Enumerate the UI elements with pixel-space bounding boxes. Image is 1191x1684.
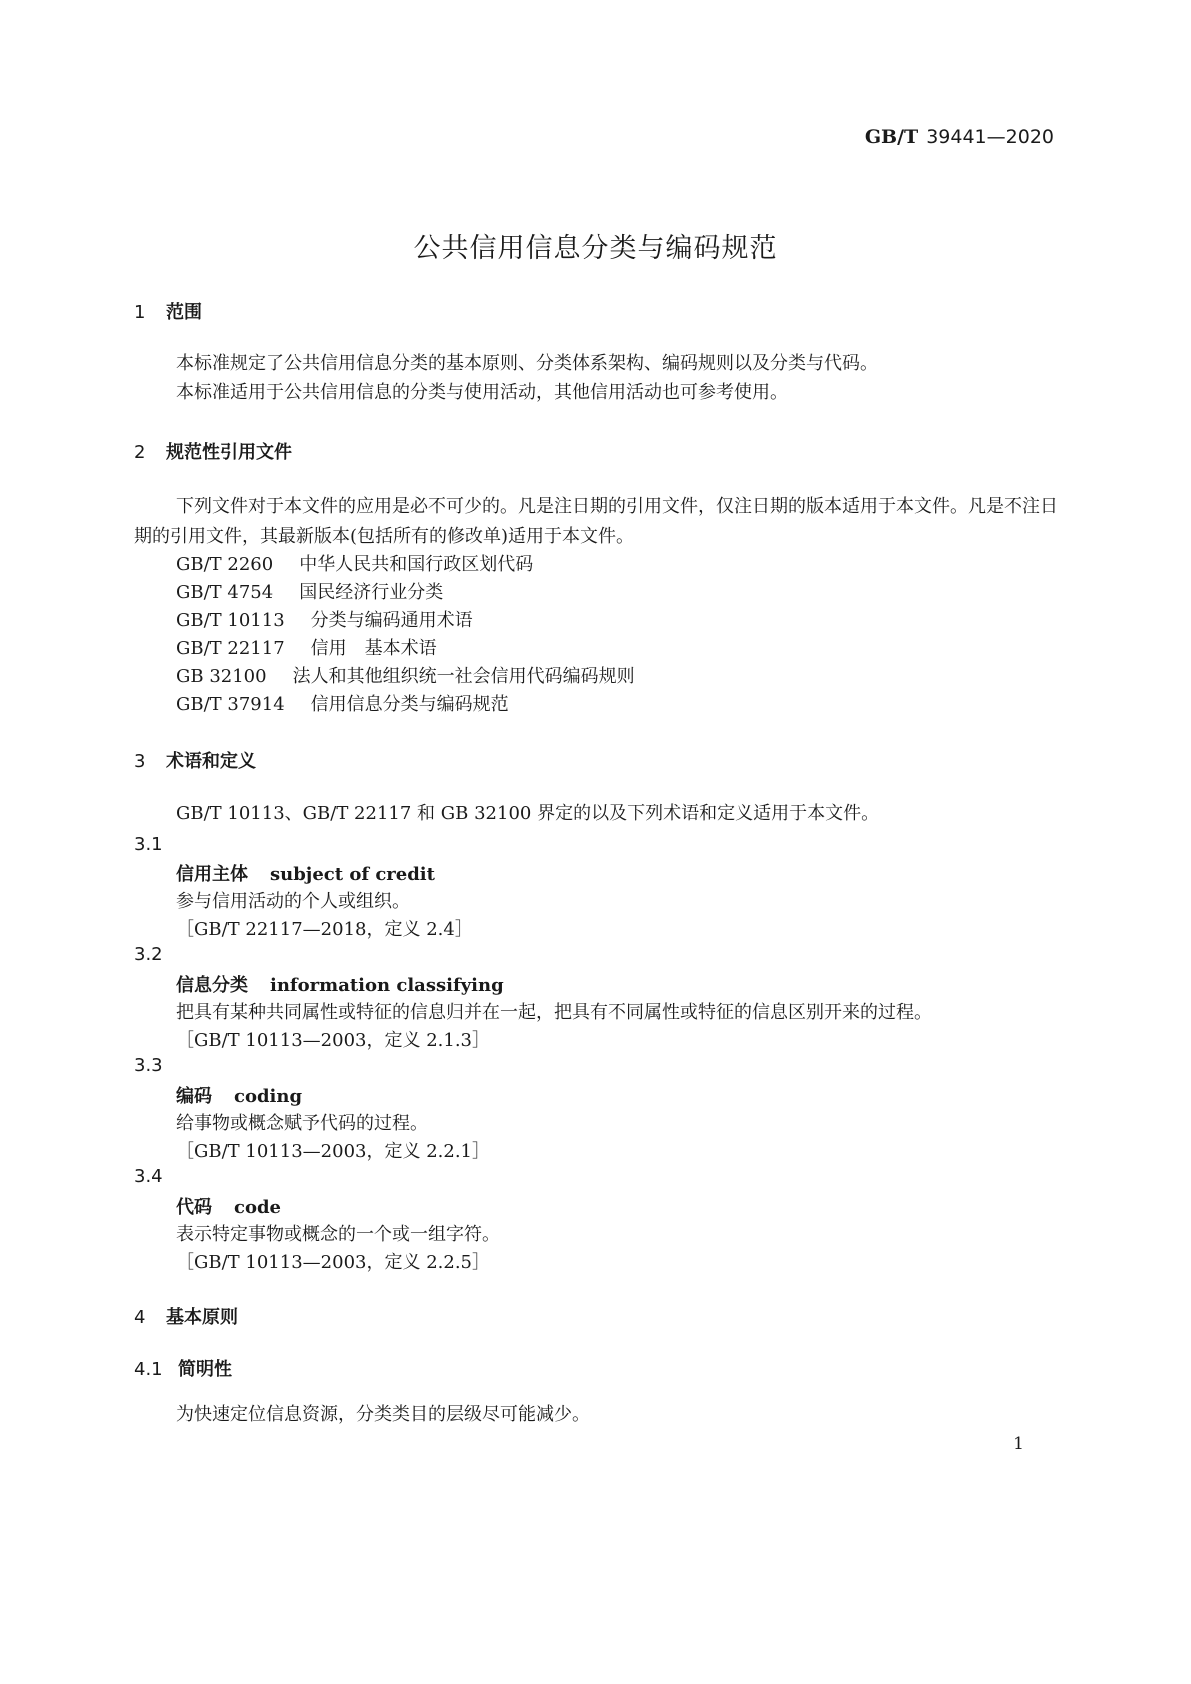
section-title: 范围 bbox=[166, 302, 202, 323]
term-chinese: 信用主体 bbox=[176, 864, 248, 885]
terms-intro: GB/T 10113、GB/T 22117 和 GB 32100 界定的以及下列术语和定义适用于本文件。 bbox=[176, 803, 880, 824]
term-number: 3.3 bbox=[134, 1055, 163, 1076]
subsection-number: 4.1 bbox=[134, 1359, 163, 1380]
section-4-heading bbox=[134, 1303, 238, 1329]
simplicity-paragraph: 为快速定位信息资源，分类类目的层级尽可能减少。 bbox=[176, 1404, 590, 1425]
subsection-4-1-heading bbox=[134, 1355, 232, 1381]
term-definition: 表示特定事物或概念的一个或一组字符。 bbox=[176, 1224, 500, 1245]
page-number: 1 bbox=[1013, 1434, 1024, 1454]
section-number: 4 bbox=[134, 1307, 146, 1328]
term-chinese: 代码 bbox=[176, 1197, 212, 1218]
reference-name: 信用 基本术语 bbox=[310, 638, 437, 659]
term-source: ［GB/T 10113—2003，定义 2.2.5］ bbox=[176, 1252, 490, 1273]
term-number: 3.1 bbox=[134, 834, 163, 855]
reference-item bbox=[176, 690, 509, 716]
reference-code: GB/T 10113 bbox=[176, 610, 285, 631]
reference-name: 分类与编码通用术语 bbox=[310, 610, 473, 631]
reference-code: GB/T 4754 bbox=[176, 582, 274, 603]
reference-code: GB/T 2260 bbox=[176, 554, 274, 575]
subsection-title: 简明性 bbox=[178, 1359, 232, 1380]
reference-code: GB/T 37914 bbox=[176, 694, 285, 715]
section-3-heading bbox=[134, 747, 256, 773]
reference-name: 信用信息分类与编码规范 bbox=[310, 694, 509, 715]
section-1-heading bbox=[134, 298, 202, 324]
reference-item bbox=[176, 578, 443, 604]
standard-number: 39441—2020 bbox=[926, 126, 1054, 148]
term-definition: 给事物或概念赋予代码的过程。 bbox=[176, 1113, 428, 1134]
term-english: coding bbox=[234, 1086, 303, 1107]
term-source: ［GB/T 10113—2003，定义 2.2.1］ bbox=[176, 1141, 490, 1162]
document-title: 公共信用信息分类与编码规范 bbox=[413, 233, 778, 264]
section-title: 基本原则 bbox=[166, 1307, 238, 1328]
term-name bbox=[176, 860, 435, 886]
term-english: information classifying bbox=[270, 975, 504, 996]
scope-paragraph-1: 本标准规定了公共信用信息分类的基本原则、分类体系架构、编码规则以及分类与代码。 bbox=[176, 353, 878, 374]
reference-name: 国民经济行业分类 bbox=[299, 582, 444, 603]
reference-name: 中华人民共和国行政区划代码 bbox=[299, 554, 534, 575]
section-title: 术语和定义 bbox=[166, 751, 256, 772]
term-chinese: 编码 bbox=[176, 1086, 212, 1107]
term-number: 3.4 bbox=[134, 1166, 163, 1187]
reference-item bbox=[176, 662, 635, 688]
reference-item bbox=[176, 606, 473, 632]
term-english: code bbox=[234, 1197, 282, 1218]
section-number: 3 bbox=[134, 751, 146, 772]
term-english: subject of credit bbox=[270, 864, 435, 885]
term-number: 3.2 bbox=[134, 944, 163, 965]
term-definition: 把具有某种共同属性或特征的信息归并在一起，把具有不同属性或特征的信息区别开来的过程。 bbox=[176, 1002, 932, 1023]
section-title: 规范性引用文件 bbox=[166, 442, 292, 463]
term-source: ［GB/T 22117—2018，定义 2.4］ bbox=[176, 919, 473, 940]
standard-code bbox=[865, 126, 1054, 148]
term-definition: 参与信用活动的个人或组织。 bbox=[176, 891, 410, 912]
standard-prefix: GB/T bbox=[864, 126, 919, 148]
section-number: 2 bbox=[134, 442, 146, 463]
reference-name: 法人和其他组织统一社会信用代码编码规则 bbox=[292, 666, 635, 687]
scope-paragraph-2: 本标准适用于公共信用信息的分类与使用活动，其他信用活动也可参考使用。 bbox=[176, 382, 788, 403]
reference-item bbox=[176, 634, 437, 660]
term-name bbox=[176, 1193, 281, 1219]
reference-item bbox=[176, 550, 533, 576]
term-name bbox=[176, 971, 504, 997]
term-name bbox=[176, 1082, 302, 1108]
term-chinese: 信息分类 bbox=[176, 975, 248, 996]
reference-code: GB 32100 bbox=[176, 666, 267, 687]
reference-code: GB/T 22117 bbox=[176, 638, 285, 659]
section-number: 1 bbox=[134, 302, 146, 323]
term-source: ［GB/T 10113—2003，定义 2.1.3］ bbox=[176, 1030, 490, 1051]
section-2-heading bbox=[134, 438, 292, 464]
normative-references-intro: 下列文件对于本文件的应用是必不可少的。凡是注日期的引用文件，仅注日期的版本适用于本文件。凡是不注日期的引用文件，其最新版本(包括所有的修改单)适用于本文件。 bbox=[134, 496, 1058, 547]
